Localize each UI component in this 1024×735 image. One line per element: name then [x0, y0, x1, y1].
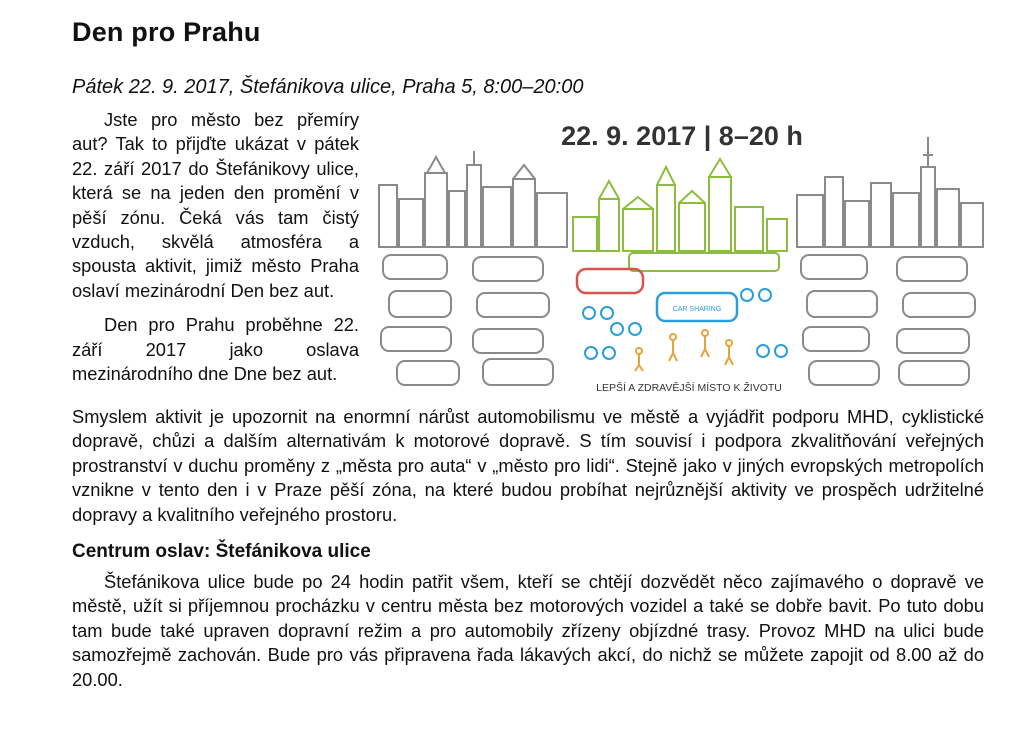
event-poster-image [377, 107, 987, 399]
event-paragraph-continued-block [72, 405, 984, 527]
car-sharing-van-icon [657, 293, 737, 321]
event-paragraph-continued: Smyslem aktivit je upozornit na enormní nárůst automobilismu ve městě a vyjádřit podporu MHD, cyklistické dopravě, chůzi a dalším alternativám k motorové dopravě. S tím souvisí i podpora zkvalitňování veřejných prostranství v duchu proměny z „města pro auta“ v „město pro lidi“. Stejně jako v jiných evropských metropolích vznikne v tento den i v Praze pěší zóna, na které budou probíhat nejrůznější aktivity ve prospěch udržitelné dopravy a kvalitního veřejného prostoru. [72, 406, 984, 525]
section-paragraph: Štefánikova ulice bude po 24 hodin patřit všem, kteří se chtějí dozvědět něco zajímavého o dopravě ve městě, užít si příjemnou procházku v centru města bez motorových vozidel a také se dobře bavit. Po tuto dobu tam bude také upraven dopravní režim a pro automobily zřízeny objízdné trasy. Provoz MHD na ulici bude samozřejmě zachován. Bude pro vás připravena řada lákavých akcí, do nichž se můžete zapojit od 8.00 až do 20.00. [72, 571, 984, 690]
event-subtitle: Pátek 22. 9. 2017, Štefánikova ulice, Praha 5, 8:00–20:00 [72, 76, 584, 98]
section-heading: Centrum oslav: Štefánikova ulice [72, 541, 371, 562]
intro-column [72, 108, 359, 386]
pedestrian-icons [635, 330, 733, 371]
poster-tagline: LEPŠÍ A ZDRAVĚJŠÍ MÍSTO K ŽIVOTU [596, 382, 782, 394]
center-town-icon [573, 159, 787, 251]
section-body [72, 570, 984, 692]
tram-icon [629, 253, 779, 271]
event-paragraph-start: Den pro Prahu proběhne 22. září 2017 jako oslava mezinárodního dne Dne bez aut. [72, 314, 359, 385]
page-title: Den pro Prahu [72, 17, 261, 47]
red-car-icon [577, 269, 643, 293]
left-skyline-icon [379, 151, 567, 247]
left-cars-icon [381, 255, 553, 385]
van-label: CAR SHARING [672, 306, 722, 313]
right-cars-icon [801, 255, 975, 385]
poster-headline: 22. 9. 2017 | 8–20 h [561, 121, 803, 151]
intro-paragraph: Jste pro město bez přemíry aut? Tak to přijďte ukázat v pátek 22. září 2017 do Štefánikovy ulice, která se na jeden den promění v pěší zónu. Čeká vás tam čistý vzduch, skvělá atmosféra a spousta aktivit, jimiž město Praha oslaví mezinárodní Den bez aut. [72, 109, 359, 301]
bicycle-icons [583, 289, 787, 359]
right-skyline-icon [797, 137, 983, 247]
